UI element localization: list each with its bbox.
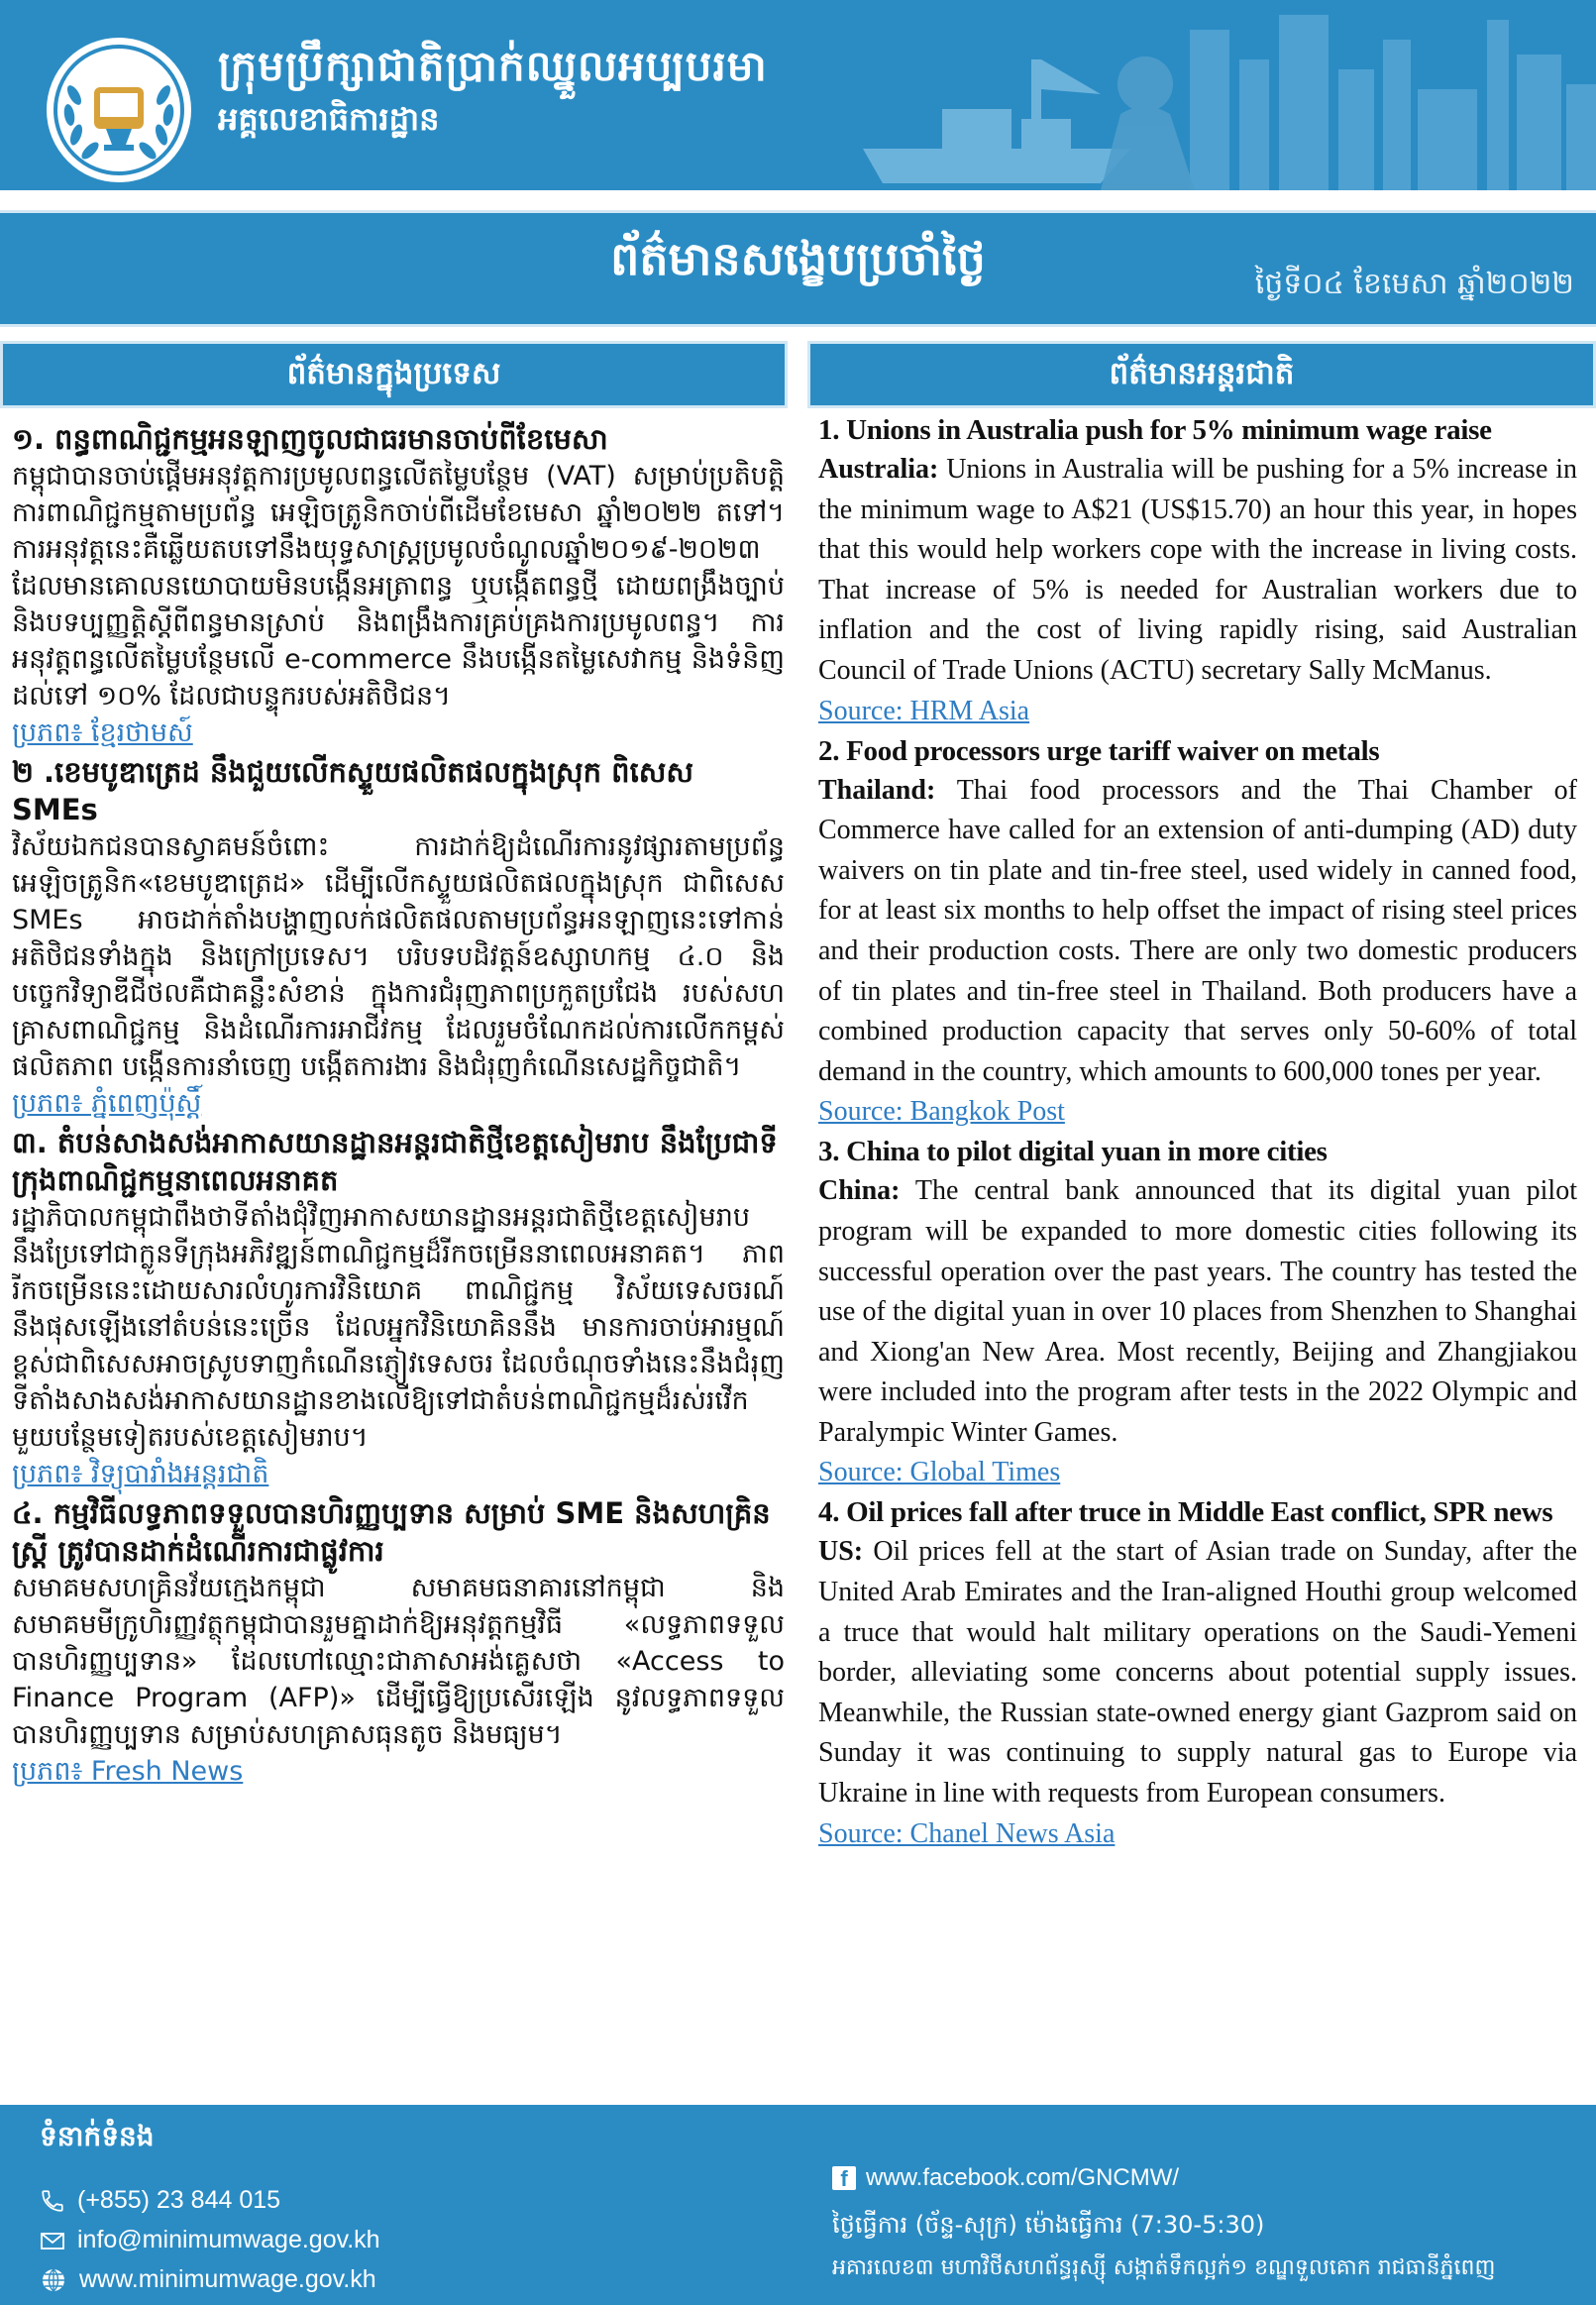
website-contact[interactable] xyxy=(40,2265,376,2294)
international-news-header: ព័ត៌មានអន្តរជាតិ xyxy=(807,341,1596,408)
domestic-article xyxy=(12,1124,785,1492)
article-source-link[interactable]: ប្រភព៖ ភ្នំពេញប៉ុស្តិ៍ xyxy=(12,1088,202,1119)
international-article xyxy=(818,410,1577,731)
bulletin-date: ថ្ងៃទី០៤ ខែមេសា ឆ្នាំ២០២២ xyxy=(1254,267,1574,301)
article-body: សមាគមសហគ្រិនវ័យក្មេងកម្ពុជា សមាគមធនាគារនៅកម្ពុជា និងសមាគមមីក្រូហិរញ្ញវត្ថុកម្ពុជាបានរួមគ្នាដាក់ឱ្យអនុវត្តកម្មវិធី «លទ្ធភាពទទួលបានហិរញ្ញប្បទាន» ដែលហៅឈ្មោះជាភាសាអង់គ្លេសថា «Access to Finance Program (AFP)» ដើម្បីធ្វើឱ្យប្រសើរឡើង នូវលទ្ធភាពទទួលបានហិរញ្ញប្បទាន សម្រាប់សហគ្រាសធុនតូច និងមធ្យម។ xyxy=(12,1573,785,1750)
article-source-link[interactable]: Source: Chanel News Asia xyxy=(818,1817,1116,1849)
article-body: រដ្ឋាភិបាលកម្ពុជាពឹងថាទីតាំងជុំវិញអាកាសយានដ្ឋានអន្តរជាតិថ្មីខេត្តសៀមរាប នឹងប្រែទៅជាក្លូនទីក្រុងអភិវឌ្ឍន៍ពាណិជ្ជកម្មដ៏រីកចម្រើននាពេលអនាគត។ ភាពរីកចម្រើននេះដោយសារលំហូរការវិនិយោគ ពាណិជ្ជកម្ម វិស័យទេសចរណ៍នឹងផុសឡើងនៅតំបន់នេះច្រើន ដែលអ្នកវិនិយោគិននឹង មានការចាប់អារម្មណ៍ខ្ពស់ជាពិសេសអាចស្រូបទាញកំណើនភ្ញៀវទេសចរ ដែលចំណុចទាំងនេះនឹងជំរុញទីតាំងសាងសង់អាកាសយានដ្ឋានខាងលើឱ្យទៅជាតំបន់ពាណិជ្ជកម្មដ៏រស់រវើកមួយបន្ថែមទៀតរបស់ខេត្តសៀមរាប។ xyxy=(12,1202,785,1453)
article-text: Oil prices fell at the start of Asian trade on Sunday, after the United Arab Emirates and the Iran-aligned Houthi group welcomed a truce that would halt military operations on the Saudi-Yemeni border, alleviating some concerns about potential supply issues. Meanwhile, the Russian state-owned energy giant Gazprom said on Sunday it was continuing to supply natural gas to Europe via Ukraine in line with requests from European consumers. xyxy=(818,1536,1577,1810)
domestic-news-column xyxy=(12,420,785,2105)
article-heading: ២ .ខេមបូឌាត្រេដ នឹងជួយលើកស្ទួយផលិតផលក្នុងស្រុក ពិសេស SMEs xyxy=(12,755,693,826)
article-body: វិស័យឯកជនបានស្វាគមន៍ចំពោះ ការដាក់ឱ្យដំណើរការនូវផ្សារតាមប្រព័ន្ធអេឡិចត្រូនិក«ខេមបូឌាត្រេដ» ដើម្បីលើកស្ទួយផលិតផលក្នុងស្រុក ជាពិសេស SMEs អាចដាក់តាំងបង្ហាញលក់ផលិតផលតាមប្រព័ន្ធអនឡាញនេះទៅកាន់អតិថិជនទាំងក្នុង និងក្រៅប្រទេស។ បរិបទបដិវត្តន៍ឧស្សាហកម្ម ៤.០ និងបច្ចេកវិទ្យាឌីជីថលគឺជាគន្លឹះសំខាន់ ក្នុងការជំរុញភាពប្រកួតប្រជែង របស់សហគ្រាសពាណិជ្ជកម្ម និងដំណើរការអាជីវកម្ម ដែលរួមចំណែកដល់ការលើកកម្ពស់ផលិតភាព បង្កើនការនាំចេញ បង្កើតការងារ និងជំរុញកំណើនសេដ្ឋកិច្ចជាតិ។ xyxy=(12,831,785,1082)
article-country: China: xyxy=(818,1175,901,1207)
domestic-article xyxy=(12,753,785,1122)
article-heading: 2. Food processors urge tariff waiver on metals xyxy=(818,734,1380,767)
article-text: The central bank announced that its digital yuan pilot program will be expanded to more domestic cities following its successful operation over the past years. The country has tested the use of the digital yuan in over 10 places from Shenzhen to Shanghai and Xiong'an New Area. Most recently, Beijing and Zhangjiakou were included into the program after tests in the 2022 Olympic and Paralympic Winter Games. xyxy=(818,1175,1577,1448)
working-hours: ថ្ងៃធ្វើការ (ច័ន្ទ-សុក្រ) ម៉ោងធ្វើការ (7:30-5:30) xyxy=(832,2211,1265,2239)
article-source-link[interactable]: ប្រភព៖ Fresh News xyxy=(12,1756,244,1787)
article-heading: 3. China to pilot digital yuan in more cities xyxy=(818,1136,1328,1168)
article-country: Thailand: xyxy=(818,774,936,806)
email-contact[interactable] xyxy=(40,2226,380,2254)
article-text: Thai food processors and the Thai Chamber of Commerce have called for an extension of anti-dumping (AD) duty waivers on tin plate and tin-free steel, used widely in canned food, for at least six months to help offset the impact of rising steel prices and their production costs. There are only two domestic producers of tin plates and tin-free steel in Thailand. Both producers have a combined production capacity that serves only 50-60% of total demand in the country, which amounts to 600,000 tones per year. xyxy=(818,774,1577,1087)
facebook-icon: f xyxy=(832,2166,856,2190)
phone-icon xyxy=(40,2188,65,2214)
mail-icon xyxy=(40,2229,65,2252)
article-source-link[interactable]: Source: Bangkok Post xyxy=(818,1096,1065,1128)
department-name: អគ្គលេខាធិការដ្ឋាន xyxy=(218,100,440,138)
domestic-article xyxy=(12,420,785,751)
article-source-link[interactable]: ប្រភព៖ វិទ្យុបារាំងអន្តរជាតិ xyxy=(12,1459,269,1489)
website-url: www.minimumwage.gov.kh xyxy=(79,2265,376,2293)
globe-icon xyxy=(40,2266,67,2294)
facebook-url: www.facebook.com/GNCMW/ xyxy=(866,2164,1180,2191)
international-news-column xyxy=(818,410,1577,2105)
article-heading: 1. Unions in Australia push for 5% minimum wage raise xyxy=(818,414,1492,446)
domestic-article xyxy=(12,1494,785,1790)
bulletin-title-band xyxy=(0,210,1596,327)
facebook-contact[interactable] xyxy=(832,2164,1179,2192)
article-country: Australia: xyxy=(818,454,939,485)
article-body xyxy=(818,450,1577,692)
article-body: កម្ពុជាបានចាប់ផ្តើមអនុវត្តការប្រមូលពន្ធលើតម្លៃបន្ថែម (VAT) សម្រាប់ប្រតិបត្តិការពាណិជ្ជកម្មតាមប្រព័ន្ធ អេឡិចត្រូនិកចាប់ពីដើមខែមេសា ឆ្នាំ២០២២ តទៅ។ ការអនុវត្តនេះគឺឆ្លើយតបទៅនឹងយុទ្ធសាស្ត្រប្រមូលចំណូលឆ្នាំ២០១៩-២០២៣ ដែលមានគោលនយោបាយមិនបង្កើនអត្រាពន្ធ ឬបង្កើតពន្ធថ្មី ដោយពង្រឹងច្បាប់ និងបទប្បញ្ញត្តិស្តីពីពន្ធមានស្រាប់ និងពង្រឹងការគ្រប់គ្រងការប្រមូលពន្ធ។ ការអនុវត្តពន្ធលើតម្លៃបន្ថែមលើ e-commerce នឹងបង្កើនតម្លៃសេវាកម្ម និងទំនិញដល់ទៅ ១០% ដែលជាបន្ទុករបស់អតិថិជន។ xyxy=(12,461,785,712)
article-source-link[interactable]: Source: Global Times xyxy=(818,1457,1061,1488)
international-article xyxy=(818,1132,1577,1492)
top-banner xyxy=(0,0,1596,190)
bulletin-title: ព័ត៌មានសង្ខេបប្រចាំថ្ងៃ xyxy=(610,232,986,285)
article-heading: ៤. កម្មវិធីលទ្ធភាពទទួលបានហិរញ្ញប្បទាន សម្រាប់ SME និងសហគ្រិនស្ត្រី ត្រូវបានដាក់ដំណើរការជាផ្លូវការ xyxy=(12,1496,771,1568)
organization-name: ក្រុមប្រឹក្សាជាតិប្រាក់ឈ្នួលអប្បបរមា xyxy=(218,42,768,90)
email-address: info@minimumwage.gov.kh xyxy=(77,2226,380,2253)
article-source-link[interactable]: ប្រភព៖ ខ្មែរថាមស៍ xyxy=(12,717,193,748)
footer-contact-bar xyxy=(0,2105,1596,2305)
article-country: US: xyxy=(818,1536,864,1568)
international-article xyxy=(818,731,1577,1133)
article-heading: ១. ពន្ធពាណិជ្ជកម្មអនឡាញចូលជាធរមានចាប់ពីខែមេសា xyxy=(12,422,608,456)
article-heading: ៣. តំបន់សាងសង់អាកាសយានដ្ឋានអន្តរជាតិថ្មីខេត្តសៀមរាប នឹងប្រែជាទីក្រុងពាណិជ្ជកម្មនាពេលអនាគត xyxy=(12,1126,778,1197)
city-port-illustration xyxy=(803,0,1596,190)
domestic-news-header: ព័ត៌មានក្នុងប្រទេស xyxy=(0,341,788,408)
article-source-link[interactable]: Source: HRM Asia xyxy=(818,695,1030,726)
office-address: អគារលេខ៣ មហាវិថីសហព័ន្ធរុស្ស៊ី សង្កាត់ទឹកល្អក់១ ខណ្ឌទួលគោក រាជធានីភ្នំពេញ xyxy=(832,2255,1496,2280)
logo-emblem xyxy=(45,36,193,184)
article-heading: 4. Oil prices fall after truce in Middle East conflict, SPR news xyxy=(818,1496,1553,1529)
article-body xyxy=(818,1532,1577,1813)
contact-title: ទំនាក់ទំនង xyxy=(40,2120,155,2152)
phone-number: (+855) 23 844 015 xyxy=(77,2186,281,2214)
phone-contact[interactable] xyxy=(40,2186,280,2215)
article-body xyxy=(818,1171,1577,1453)
article-text: Unions in Australia will be pushing for a 5% increase in the minimum wage to A$21 (US$15.70) an hour this year, in hopes that this would help workers cope with the increase in living costs. That increase of 5% is needed for Australian workers due to inflation and the cost of living rapidly rising, said Australian Council of Trade Unions (ACTU) secretary Sally McManus. xyxy=(818,454,1577,686)
international-article xyxy=(818,1492,1577,1853)
article-body xyxy=(818,771,1577,1093)
